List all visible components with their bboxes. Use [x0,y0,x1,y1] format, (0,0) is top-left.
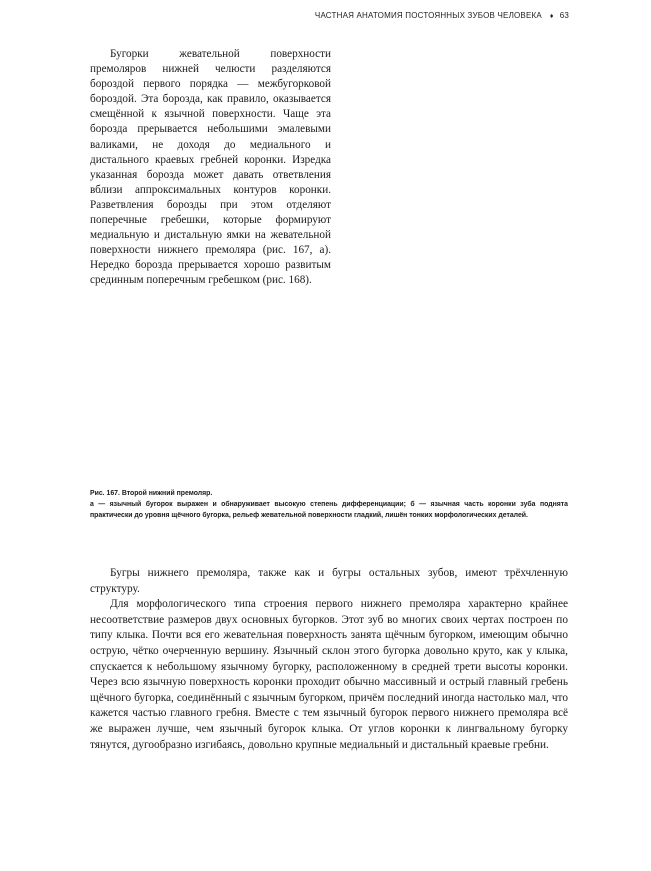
body-paragraph: Бугры нижнего премоляра, также как и бугры остальных зубов, имеют трёхчленную структуру. [90,567,568,595]
figure-caption [90,488,568,522]
body-paragraph: Для морфологического типа строения первого нижнего премоляра характерно крайнее несоответствие размеров двух основных бугорков. Этот зуб во многих своих чертах построен по типу клыка. Почти вся его жевательная поверхность занята щёчным бугорком, имеющим обычно острую, чётко очерченную вершину. Язычный склон этого бугорка довольно круто, как у клыка, спускается к небольшому язычному бугорку, расположенному в средней трети высоты коронки. Через всю язычную поверхность коронки проходит обычно массивный и острый главный гребень щёчного бугорка, соединённый с язычным бугорком, причём последний иногда настолько мал, что кажется частью главного гребня. Вместе с тем язычный бугорок первого нижнего премоляра всё же выражен лучше, чем язычный бугорок клыка. От углов коронки к лингвальному бугорку тянутся, дугообразно изгибаясь, довольно крупные медиальный и дистальный краевые гребни. [90,598,568,751]
intro-paragraph: Бугорки жевательной поверхности премоляров нижней челюсти разделяются бороздой первого порядка — межбугорковой бороздой. Эта борозда, как правило, оказывается смещённой к язычной поверхности. Чаще эта борозда прерывается небольшими эмалевыми валиками, не доходя до медиального и дистального краевых гребней коронки. Изредка указанная борозда может давать ответвления вблизи аппроксимальных контуров коронки. Разветвления борозды при этом отделяют поперечные гребешки, которые формируют медиальную и дистальную ямки на жевательной поверхности нижнего премоляра (рис. 167, а). Нередко борозда прерывается хорошо развитым срединным поперечным гребешком (рис. 168). [90,48,331,287]
caption-title: Рис. 167. Второй нижний премоляр. [90,490,213,497]
running-title: ЧАСТНАЯ АНАТОМИЯ ПОСТОЯННЫХ ЗУБОВ ЧЕЛОВЕКА [314,11,542,20]
page-number: 63 [559,11,569,20]
figure-image-area [90,300,570,485]
diamond-separator-icon: ♦ [549,13,554,20]
caption-text: а — язычный бугорок выражен и обнаруживает высокую степень дифференциации; б — язычная часть коронки зуба поднята практически до уровня щёчного бугорка, рельеф жевательной поверхности гладкий, лишён тонких морфологических деталей. [90,501,568,520]
running-header [315,11,569,20]
main-text [90,566,568,753]
